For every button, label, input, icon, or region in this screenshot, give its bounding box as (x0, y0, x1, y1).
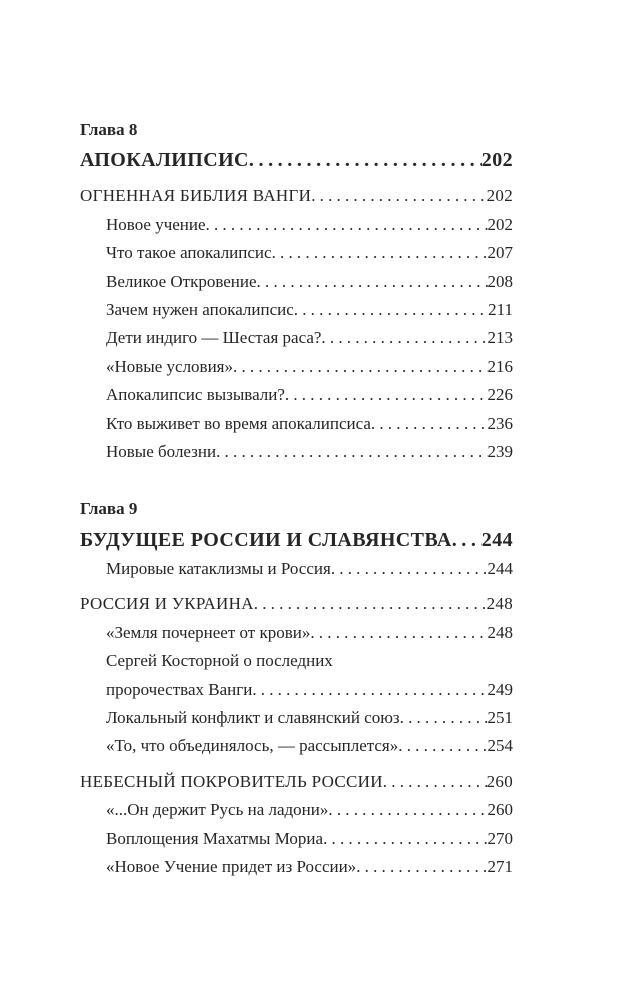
toc-row (80, 381, 513, 409)
toc-page-number: 236 (487, 413, 513, 433)
toc-page-number: 249 (487, 679, 513, 699)
toc-entry-label: Новые болезни (106, 442, 217, 462)
toc-page-number: 248 (487, 622, 513, 642)
toc-entry-label: Великое Откровение (106, 271, 257, 291)
toc-entry-label: Локальный конфликт и славянский союз (106, 707, 400, 727)
dot-leader (294, 296, 488, 324)
toc-page-number: 211 (488, 300, 513, 320)
toc-entry-label: Кто выживет во время апокалипсиса (106, 413, 371, 433)
dot-leader (206, 211, 488, 239)
dot-leader (356, 853, 487, 881)
toc-page-number: 251 (487, 707, 513, 727)
toc-entry-label: Мировые катаклизмы и Россия (106, 558, 331, 578)
toc-entry-label: Апокалипсис вызывали? (106, 385, 285, 405)
toc-row (80, 825, 513, 853)
toc-row (80, 324, 513, 352)
toc-entry-label: «Земля почернеет от крови» (106, 622, 311, 642)
dot-leader (216, 438, 487, 466)
dot-leader (311, 182, 486, 210)
toc-row (80, 495, 513, 523)
dot-leader (323, 825, 487, 853)
toc-page-number: 270 (487, 828, 513, 848)
toc-entry-label: «...Он держит Русь на ладони» (106, 800, 329, 820)
toc-entry-label: БУДУЩЕЕ РОССИИ И СЛАВЯНСТВА (80, 528, 452, 551)
toc-list (80, 116, 513, 881)
toc-entry-label: Глава 8 (80, 120, 138, 139)
toc-row (80, 296, 513, 324)
toc-page-number: 244 (487, 558, 513, 578)
dot-leader (310, 619, 487, 647)
toc-page-number: 271 (487, 856, 513, 876)
toc-entry-label: Дети индиго — Шестая раса? (106, 328, 322, 348)
toc-row (80, 768, 513, 796)
dot-leader (252, 676, 487, 704)
toc-page-number: 244 (481, 528, 513, 551)
toc-row (80, 525, 513, 555)
dot-leader (233, 353, 488, 381)
toc-row (80, 555, 513, 583)
toc-entry-label: «То, что объединялось, — рассыплется» (106, 736, 399, 756)
toc-page-number: 226 (487, 385, 513, 405)
toc-entry-label: Что такое апокалипсис (106, 243, 272, 263)
dot-leader (257, 268, 488, 296)
dot-leader (285, 381, 488, 409)
toc-row (80, 268, 513, 296)
dot-leader (371, 410, 488, 438)
toc-row (80, 732, 513, 760)
toc-row (80, 239, 513, 267)
toc-entry-label: «Новые условия» (106, 356, 233, 376)
toc-entry-label: Новое учение (106, 214, 206, 234)
toc-page-number: 239 (487, 442, 513, 462)
toc-entry-label: РОССИЯ И УКРАИНА (80, 594, 254, 614)
toc-entry-label: НЕБЕСНЫЙ ПОКРОВИТЕЛЬ РОССИИ (80, 771, 383, 791)
toc-page-number: 208 (487, 271, 513, 291)
toc-row (80, 438, 513, 466)
dot-leader (249, 145, 482, 175)
toc-entry-label: пророчествах Ванги (106, 679, 253, 699)
toc-row (80, 704, 513, 732)
dot-leader (331, 555, 488, 583)
toc-page-number: 207 (487, 243, 513, 263)
toc-row (80, 853, 513, 881)
toc-page-number: 202 (487, 214, 513, 234)
toc-page-number: 260 (487, 800, 513, 820)
toc-row (80, 353, 513, 381)
toc-row (80, 182, 513, 210)
toc-row (80, 619, 513, 647)
toc-entry-label: Глава 9 (80, 499, 138, 519)
dot-leader (272, 239, 488, 267)
toc-row (80, 590, 513, 618)
toc-page-number: 260 (486, 771, 513, 791)
dot-leader (254, 590, 487, 618)
toc-page-number: 202 (486, 186, 513, 206)
dot-leader (383, 768, 487, 796)
dot-leader (328, 796, 487, 824)
toc-page-number: 213 (487, 328, 513, 348)
toc-row (80, 145, 513, 175)
toc-page-number: 202 (481, 149, 513, 172)
toc-entry-label: ОГНЕННАЯ БИБЛИЯ ВАНГИ (80, 186, 312, 206)
toc-entry-label: «Новое Учение придет из России» (106, 856, 357, 876)
toc-row (80, 410, 513, 438)
toc-page-number: 248 (486, 594, 513, 614)
toc-entry-label: Воплощения Махатмы Мориа (106, 828, 324, 848)
dot-leader (398, 732, 487, 760)
toc-entry-label: Зачем нужен апокалипсис (106, 300, 294, 320)
dot-leader (400, 704, 488, 732)
toc-row (80, 676, 513, 704)
toc-row (80, 647, 513, 675)
toc-row (80, 796, 513, 824)
dot-leader (321, 324, 487, 352)
toc-page-number: 216 (487, 356, 513, 376)
dot-leader (452, 525, 482, 555)
toc-entry-label: Сергей Косторной о последних (106, 651, 333, 671)
toc-entry-label: АПОКАЛИПСИС (80, 149, 249, 172)
toc-row (80, 211, 513, 239)
toc-page-number: 254 (487, 736, 513, 756)
toc-row (80, 116, 513, 144)
